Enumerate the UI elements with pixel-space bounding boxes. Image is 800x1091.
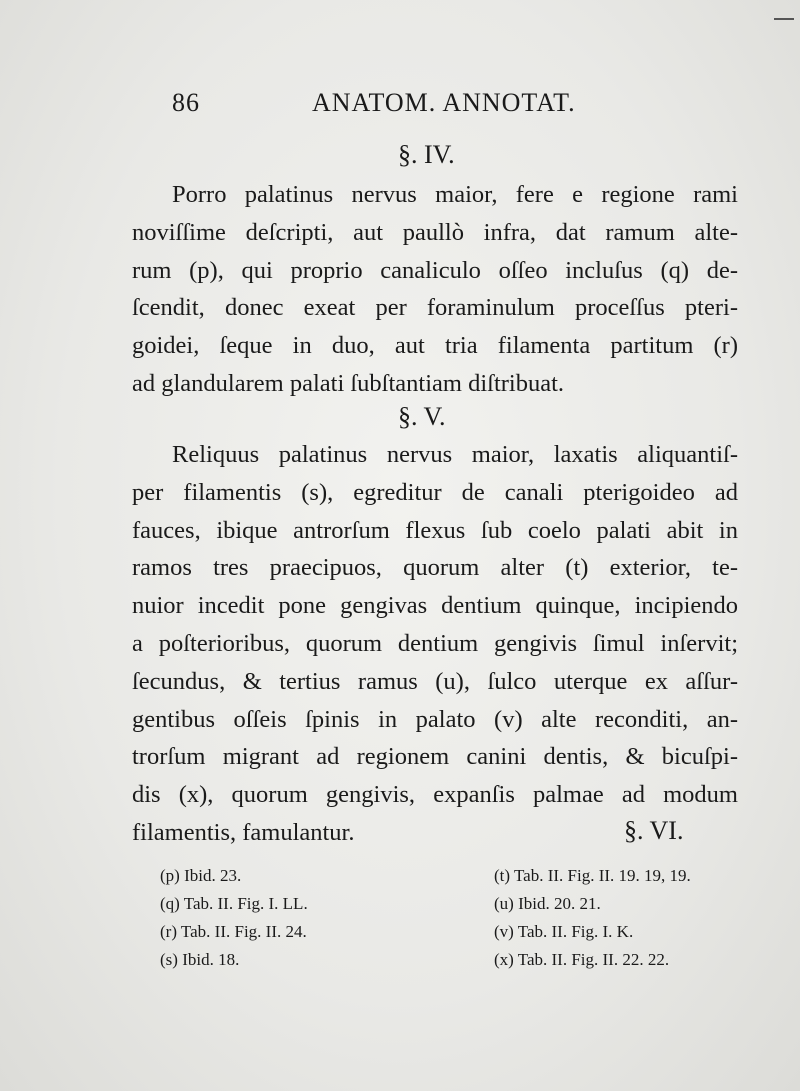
text-line: ſecundus, & tertius ramus (u), ſulco uterque ex aſſur-	[132, 667, 738, 695]
text-line: ad glandularem palati ſubſtantiam diſtribuat.	[132, 369, 565, 397]
text-line: trorſum migrant ad regionem canini dentis, & bicuſpi-	[132, 743, 738, 771]
text-line: filamentis, famulantur.	[132, 818, 355, 846]
text-line: Porro palatinus nervus maior, fere e regione rami	[172, 181, 738, 208]
text-line: nuior incedit pone gengivas dentium quinque, incipiendo	[132, 592, 738, 620]
footnote: (u) Ibid. 20. 21.	[494, 894, 601, 913]
text-line: ramos tres praecipuos, quorum alter (t) exterior, te-	[132, 554, 738, 582]
footnote: (t) Tab. II. Fig. II. 19. 19, 19.	[494, 866, 691, 885]
footnotes-right	[494, 862, 691, 974]
text-line: per filamentis (s), egreditur de canali pterigoideo ad	[132, 478, 738, 506]
footnote: (r) Tab. II. Fig. II. 24.	[160, 922, 307, 941]
footnotes-left	[160, 862, 308, 974]
text-line: dis (x), quorum gengivis, expanſis palmae ad modum	[132, 781, 738, 809]
text-line: goidei, ſeque in duo, aut tria filamenta partitum (r)	[132, 332, 738, 360]
text-line: gentibus oſſeis ſpinis in palato (v) alte reconditi, an-	[132, 705, 738, 733]
text-line: noviſſime deſcripti, aut paullò infra, dat ramum alte-	[132, 218, 738, 246]
section-heading-iv: §. IV.	[398, 140, 455, 169]
footnote: (p) Ibid. 23.	[160, 866, 242, 885]
footnote: (q) Tab. II. Fig. I. LL.	[160, 894, 308, 913]
section-heading-v: §. V.	[398, 402, 446, 431]
text-line: ſcendit, donec exeat per foraminulum proceſſus pteri-	[132, 294, 738, 322]
text-line: a poſterioribus, quorum dentium gengivis ſimul inſervit;	[132, 629, 738, 657]
text-line: fauces, ibique antrorſum flexus ſub coelo palati abit in	[132, 516, 738, 544]
page-number: 86	[172, 88, 200, 117]
text-line: rum (p), qui proprio canaliculo oſſeo incluſus (q) de-	[132, 256, 738, 284]
footnote: (s) Ibid. 18.	[160, 950, 240, 969]
footnote: (v) Tab. II. Fig. I. K.	[494, 922, 634, 941]
section-heading-vi: §. VI.	[624, 816, 684, 845]
text-line: Reliquus palatinus nervus maior, laxatis aliquantiſ-	[172, 441, 738, 468]
running-head: ANATOM. ANNOTAT.	[312, 88, 576, 117]
section-v-body	[132, 436, 738, 852]
footnote: (x) Tab. II. Fig. II. 22. 22.	[494, 950, 670, 969]
edge-mark	[774, 18, 794, 20]
section-iv-body	[132, 176, 738, 403]
